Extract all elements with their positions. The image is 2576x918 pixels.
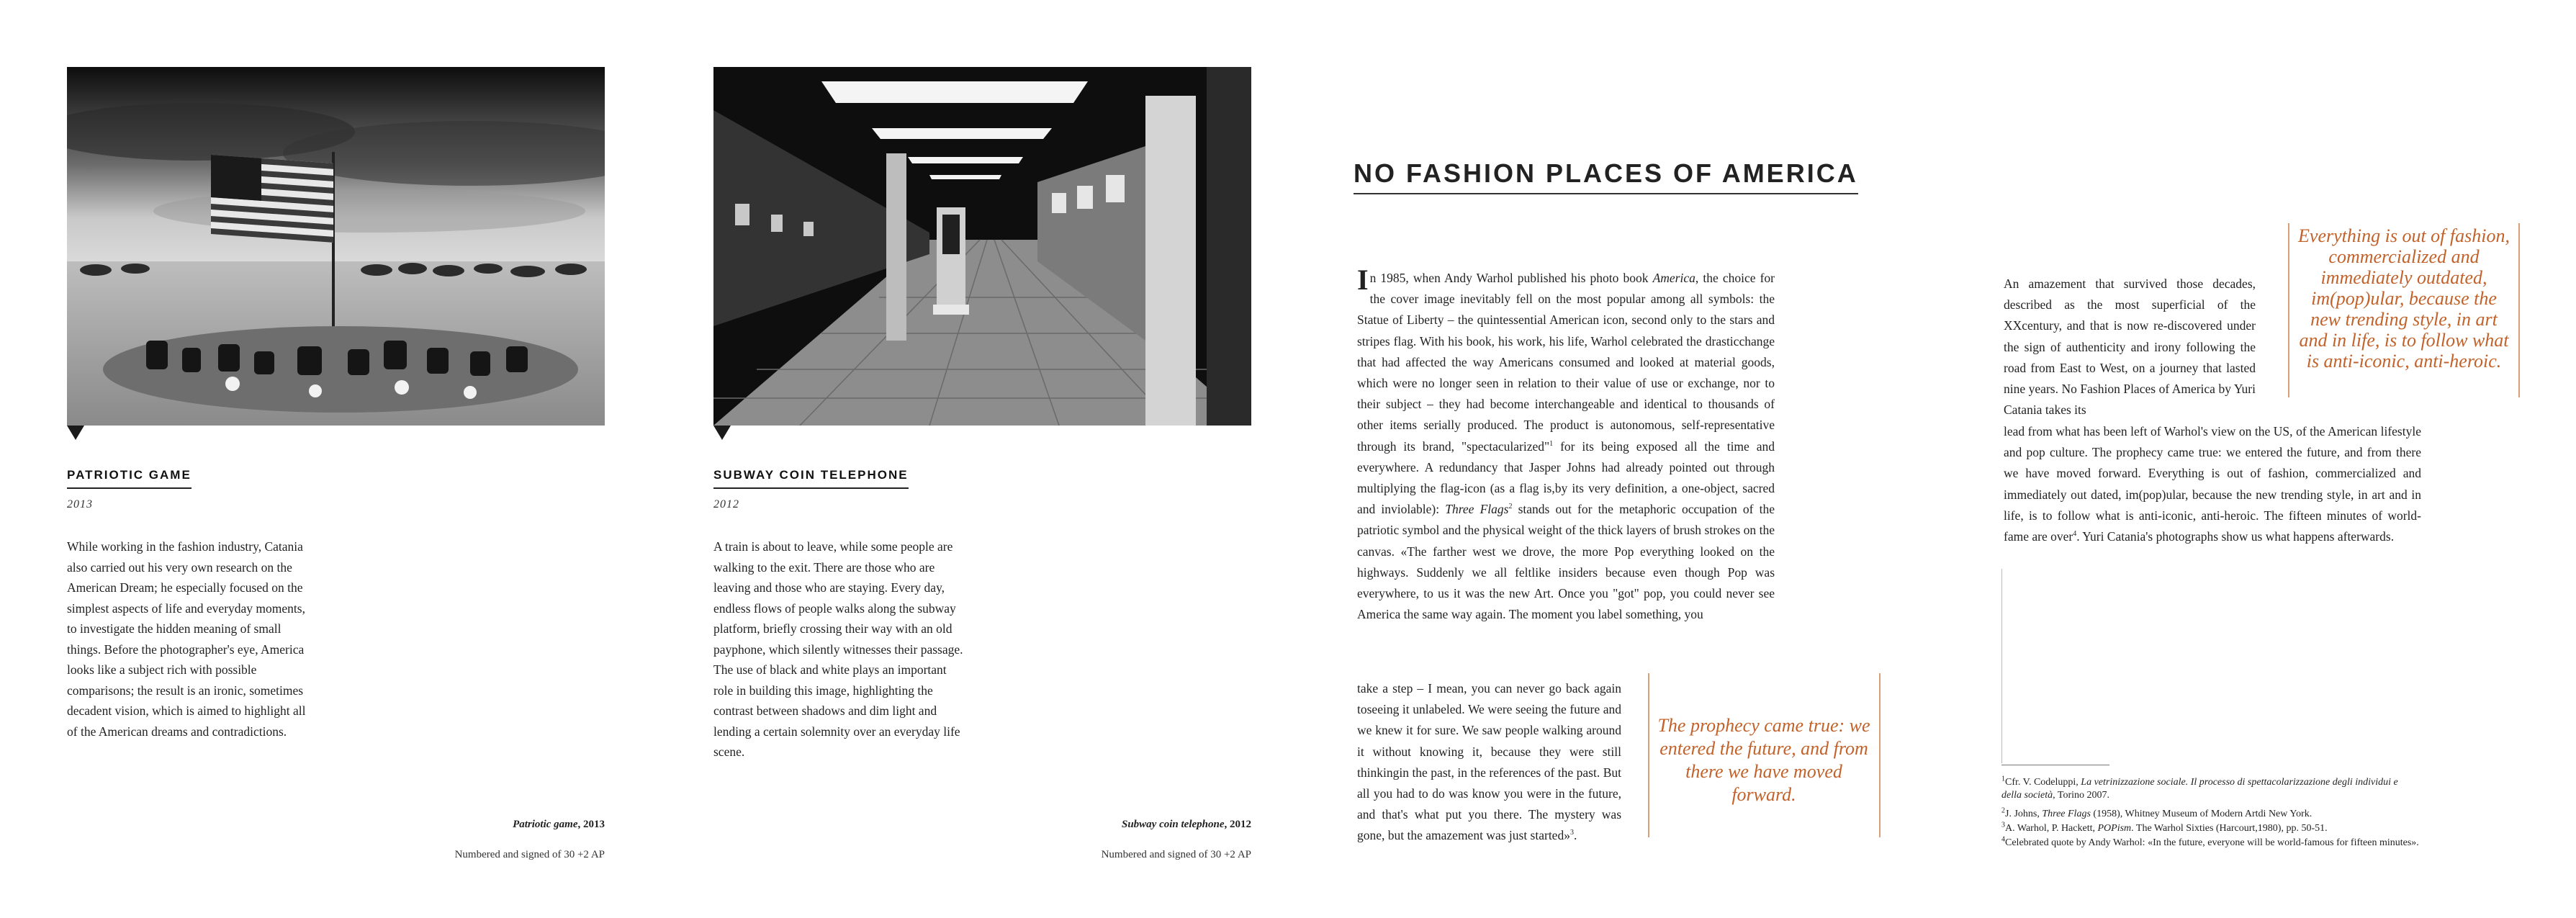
footnote-2-em: Three Flags [2042,809,2091,819]
photo2-caption-year: , 2012 [1224,819,1251,830]
article-title: NO FASHION PLACES OF AMERICA [1354,158,1858,194]
pull-quote-1-right-rule [1879,673,1881,837]
footnote-2-text-a: J. Johns, [2005,809,2043,819]
footnote-1 [2001,776,2419,802]
col1-text-b: , the choice for the cover image inevitably fell on the most popular among all symbols: the Statue of Liberty – the quintessential American icon, second only to the stars and stripes flag. With his book, his work, his life, Warhol celebrated the drasticchange that had affected the way Americans consumed and looked at material goods, which were no longer seen in relation to their value of use or exchange, nor to their subject – they had become interchangeable and identical to thousands of other items serially produced. The product is autonomous, self-representative through its brand, "spectacularized" [1357,271,1775,454]
photo1-description: While working in the fashion industry, Catania also carried out his very own research on the American Dream; he especially focused on the simplest aspects of life and everyday moments, to investigate the hidden meaning of small things. Before the photographer's eye, America looks like a subject rich with possible comparisons; the result is an ironic, sometimes decadent vision, which is aimed to highlight all of the American dreams and contradictions. [67,539,306,739]
footnote-2-marker: 2 [2001,806,2005,815]
col1-text-a: n 1985, when Andy Warhol published his photo book [1369,271,1653,285]
col1-sup-b: 1 [1549,439,1554,448]
col2-text: lead from what has been left of Warhol's view on the US, of the American lifestyle and pop culture. The prophecy came true: we entered the future, and from there we have moved forward. Everything is out of fashion, commercialized and immediately out dated, im(pop)ular, because the new trending style, in art and in life, is to follow what is anti-iconic, anti-heroic. The fifteen minutes of world-fame are over [2004,424,2421,544]
photo2-caption-title: Subway coin telephone [1121,819,1225,830]
col1-narrow-sup: 3 [1570,829,1574,837]
photo1-edition: Numbered and signed of 30 +2 AP [454,849,605,860]
photo1-caption [389,819,605,831]
drop-cap: I [1357,264,1369,296]
pull-quote-2-left-rule [2288,223,2289,397]
photo1-year: 2013 [67,498,93,510]
footnote-3-text-a: A. Warhol, P. Hackett, [2005,823,2098,834]
column-divider [2001,569,2002,763]
patriotic-game-photo [67,67,605,426]
subway-coin-telephone-photo [713,67,1251,426]
footnote-1-text-b: , Torino 2007. [2053,790,2110,801]
footnote-3-em: POPism [2097,823,2132,834]
photo1-caption-year: , 2013 [577,819,605,830]
article-column-2-narrow [2004,274,2256,420]
col1-sup-c: 2 [1508,503,1513,511]
photo2-edition: Numbered and signed of 30 +2 AP [1101,849,1251,860]
footnote-1-text-a: Cfr. V. Codeluppi, [2005,777,2081,788]
footnote-3-marker: 3 [2001,821,2005,829]
col1-em-c: Three Flags [1445,502,1509,517]
pull-quote-1-left-rule [1648,673,1649,837]
footnote-4-text: Celebrated quote by Andy Warhol: «In the future, everyone will be world-famous for fifteen minutes». [2005,837,2419,848]
photo2-description: A train is about to leave, while some people are walking to the exit. There are those who are leaving and those who are staying. Every day, endless flows of people walks along the subway platform, briefly crossing their way with an old payphone, which silently witnesses their passage. The use of black and white plays an important role in building this image, highlighting the contrast between shadows and dim light and lending a certain solemnity over an everyday life scene. [713,539,963,759]
photo1-title: PATRIOTIC GAME [67,468,192,489]
footnote-3-text-b: . The Warhol Sixties (Harcourt,1980), pp. 50-51. [2131,823,2328,834]
photo-pointer-icon [713,426,731,440]
photo2-title: SUBWAY COIN TELEPHONE [713,468,909,489]
footnote-4 [2001,837,2419,850]
pull-quote-2-right-rule [2518,223,2520,397]
photo-pointer-icon [67,426,84,440]
col2-text-end: . Yuri Catania's photographs show us what happens afterwards. [2076,529,2395,544]
article-column-1-narrow: take a step – I mean, you can never go back again toseeing it unlabeled. We were seeing the future and we knew it for sure. We saw people walking around it without knowing it, because they were still thinkingin the past, in the references of the past. But all you had to do was know you were in the future, and that's what put you there. The mystery was gone, but the amazement was just started»$^3$. [1357,681,1621,843]
pull-quote-2: Everything is out of fashion, commercialized and immediately outdated, im(pop)ular, because the new trending style, in art and in life, is to follow what is anti-iconic, anti-heroic. [2298,225,2510,372]
col2-sup: 4 [2073,530,2077,539]
pull-quote-1: The prophecy came true: we entered the future, and from there we have moved forward. [1657,715,1870,805]
patriotic-game-image [67,67,605,426]
col2-narrow-text: An amazement that survived those decades, described as the most superficial of the XXcentury, and that is now re-discovered under the sign of authenticity and irony following the road from East to West, on a journey that lasted nine years. No Fashion Places of America by Yuri Catania takes its [2004,276,2256,418]
article-column-2 [2004,421,2421,547]
footnote-1-em: La vetrinizzazione sociale. Il processo di spettacolarizzazione degli individui e della società [2001,777,2398,801]
col1-em-a: America [1652,271,1695,285]
photo2-year: 2012 [713,498,739,510]
footnote-1-marker: 1 [2001,775,2005,783]
col1-text-d: stands out for the metaphoric occupation of the patriotic symbol and the physical weight of the thick layers of brush strokes on the canvas. «The farther west we drove, the more Pop everything looked on the highways. Suddenly we all feltlike insiders because even though Pop was everywhere, to us it was the new Art. Once you "got" pop, you could never see America the same way again. The moment you label something, you [1357,502,1775,622]
photo1-caption-title: Patriotic game [513,819,578,830]
col1-narrow-text: take a step – I mean, you can never go back again toseeing it unlabeled. We were seeing the future and we knew it for sure. We saw people walking around it without knowing it, because they were still thinkingin the past, in the references of the past. But all you had to do was know you were in the future, and that's what put you there. The mystery was gone, but the amazement was just started» [1357,681,1621,843]
col1-text-c: for its being exposed all the time and everywhere. A redundancy that Jasper Johns had already pointed out through multiplying the flag-icon (as a flag is,by its very definition, a one-object, sacred and inviolable): [1357,438,1775,517]
footnote-3 [2001,822,2419,835]
article-column-1 [1357,264,1775,625]
subway-image [713,67,1251,426]
footnote-4-marker: 4 [2001,835,2005,844]
footnote-2 [2001,808,2419,821]
footnote-2-text-b: (1958), Whitney Museum of Modern Artdi New York. [2090,809,2312,819]
photo2-caption [1035,819,1251,831]
